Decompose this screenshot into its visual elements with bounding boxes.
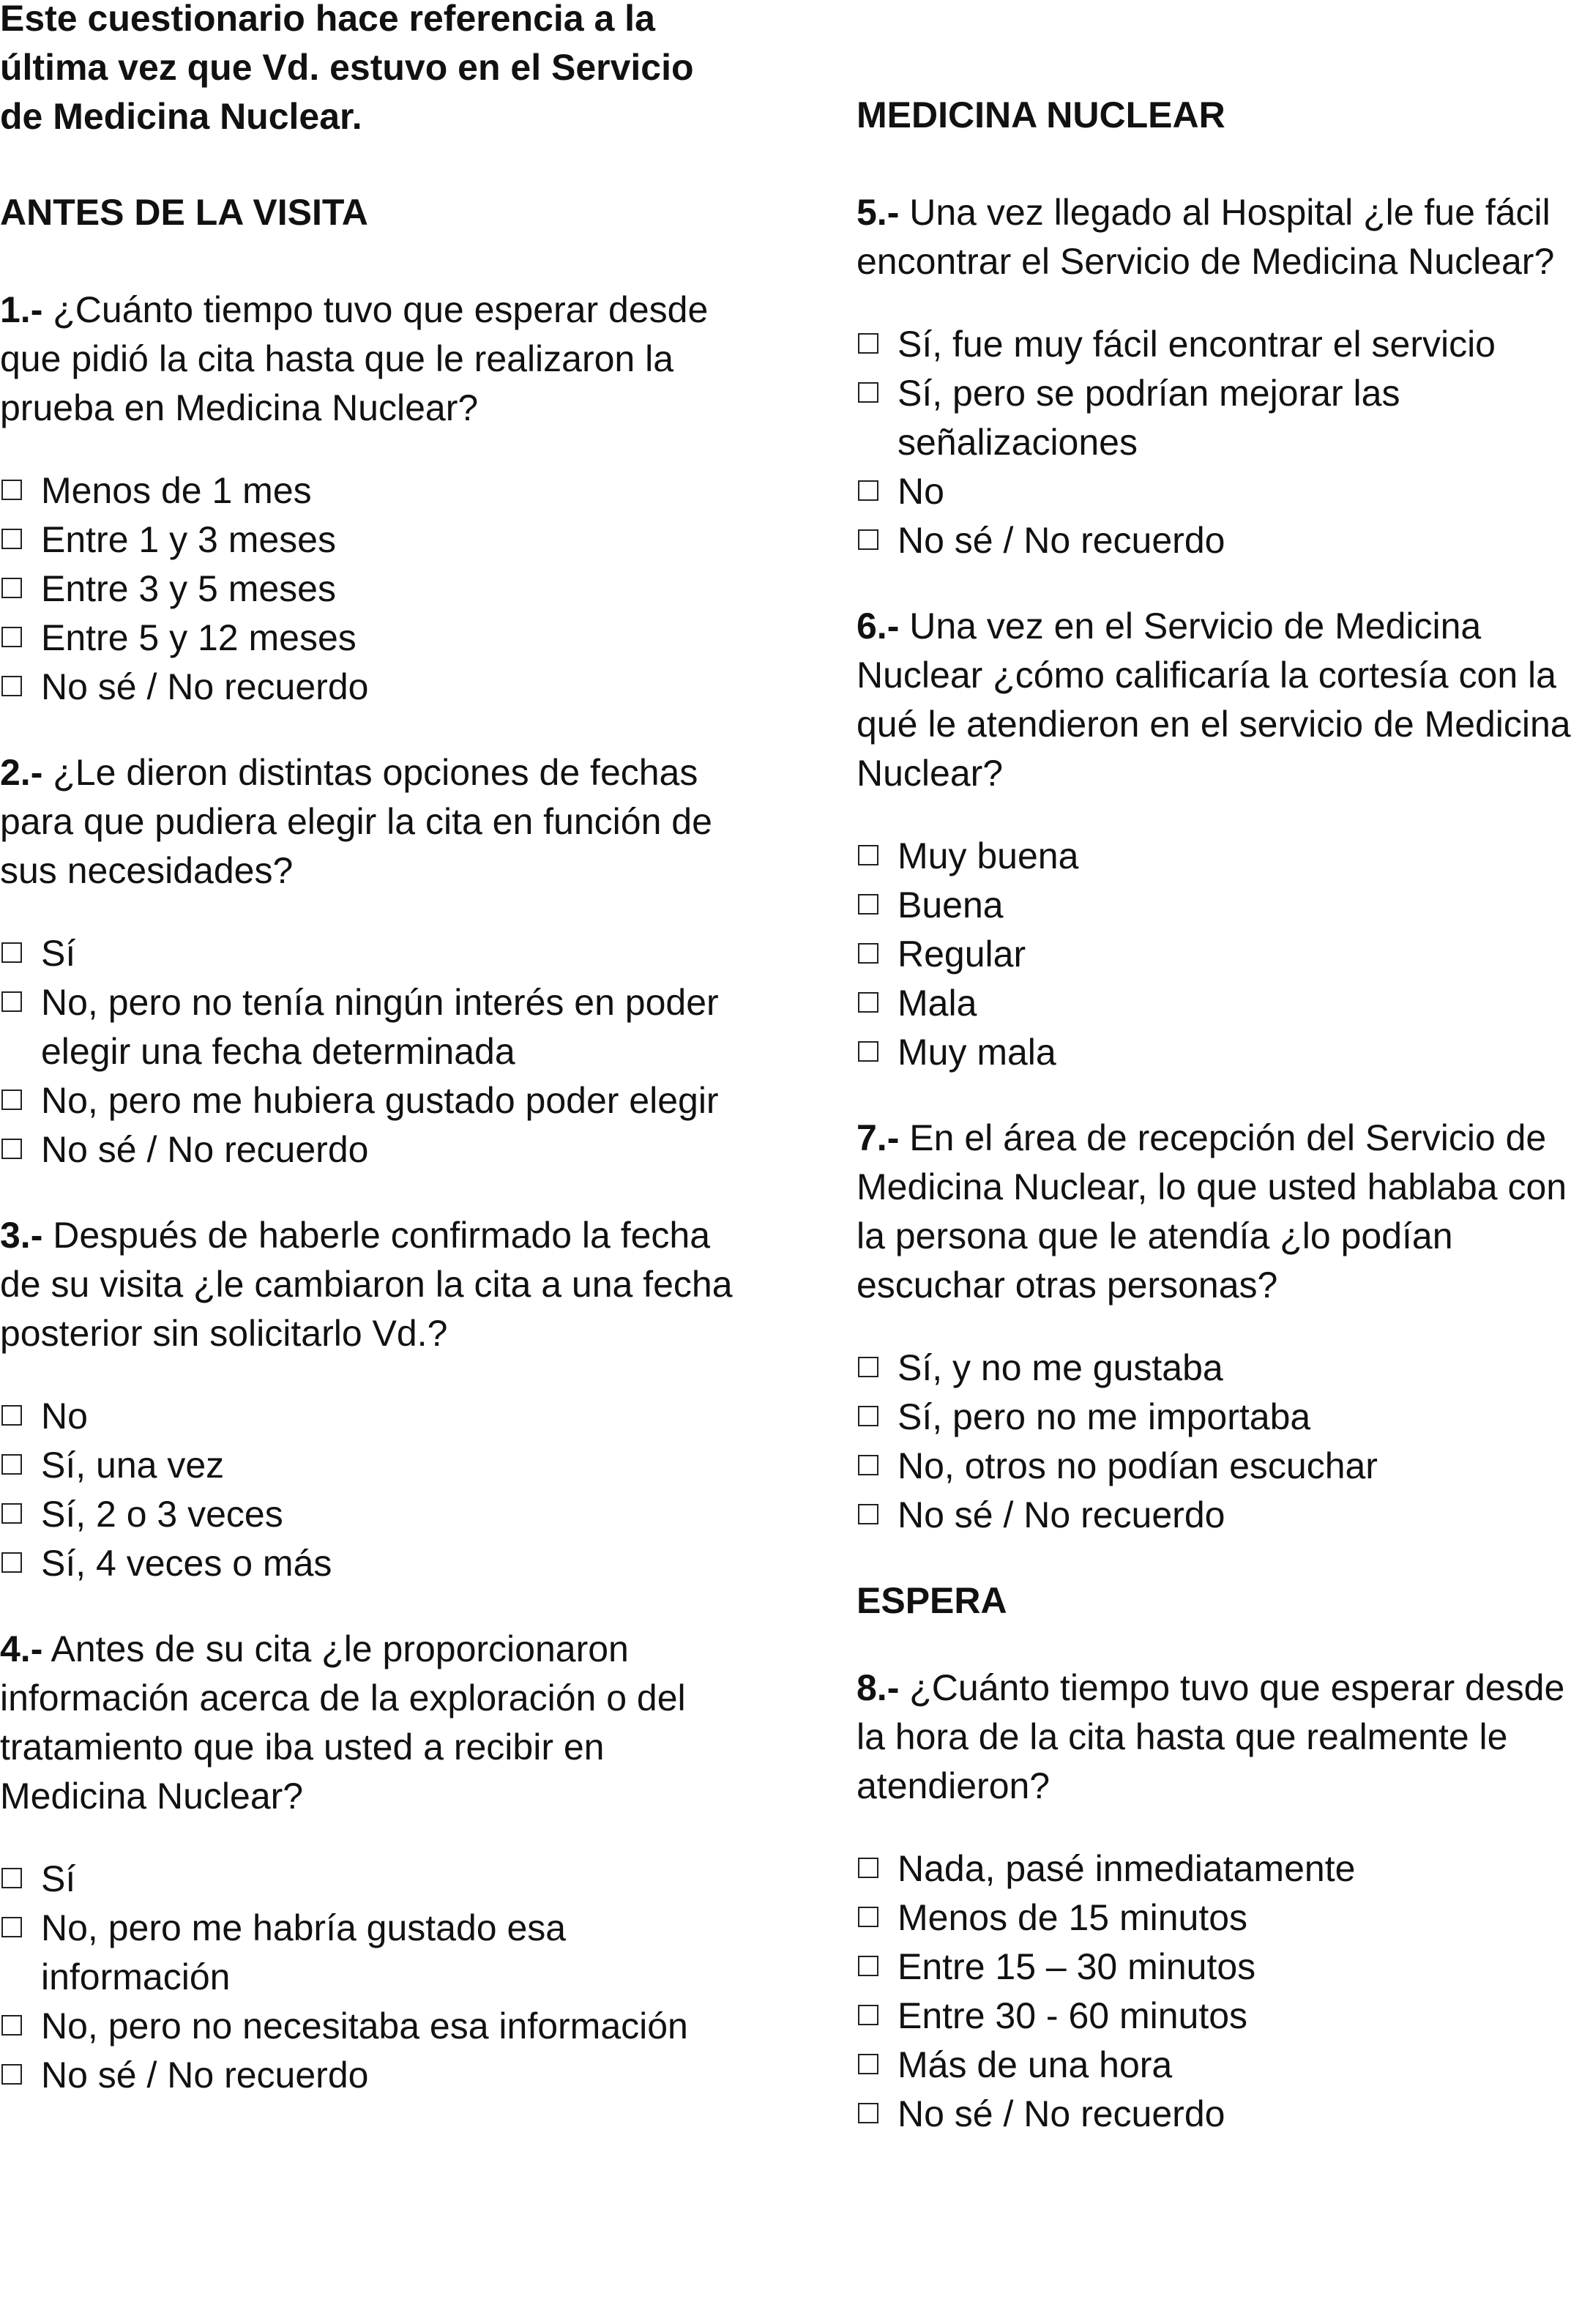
question-number: 3.- (0, 1215, 43, 1256)
question-8 (857, 1664, 1571, 2139)
option-label: No sé / No recuerdo (41, 666, 369, 707)
option-label: No sé / No recuerdo (41, 1129, 369, 1170)
question-number: 1.- (0, 289, 43, 330)
question-body: ¿Cuánto tiempo tuvo que esperar desde la hora de la cita hasta que realmente le atendieron? (857, 1667, 1565, 1806)
checkbox[interactable] (858, 1956, 878, 1976)
option-label: Sí, fue muy fácil encontrar el servicio (898, 324, 1496, 365)
question-number: 2.- (0, 752, 43, 793)
option[interactable] (0, 466, 739, 515)
option[interactable] (857, 2041, 1571, 2090)
option[interactable] (0, 614, 739, 663)
question-1-options (0, 466, 739, 712)
option[interactable] (0, 1076, 739, 1125)
checkbox[interactable] (1, 991, 22, 1012)
option-label: No, pero me hubiera gustado poder elegir (41, 1080, 719, 1121)
question-number: 5.- (857, 192, 900, 233)
checkbox[interactable] (1, 1139, 22, 1159)
question-2-text (0, 748, 739, 895)
checkbox[interactable] (858, 2103, 878, 2123)
checkbox[interactable] (858, 992, 878, 1013)
option[interactable] (857, 1943, 1571, 1992)
question-body: Antes de su cita ¿le proporcionaron información acerca de la exploración o del tratamiento que iba usted a recibir en Medicina Nuclear? (0, 1628, 686, 1817)
question-body: Una vez llegado al Hospital ¿le fue fácil encontrar el Servicio de Medicina Nuclear? (857, 192, 1555, 282)
option[interactable] (0, 663, 739, 712)
option-label: No, pero no tenía ningún interés en poder elegir una fecha determinada (41, 982, 719, 1072)
question-8-options (857, 1844, 1571, 2139)
option-label: Menos de 1 mes (41, 470, 312, 511)
checkbox[interactable] (1, 2064, 22, 2085)
checkbox[interactable] (1, 529, 22, 549)
question-5-options (857, 320, 1571, 565)
option-label: No, pero no necesitaba esa información (41, 2005, 688, 2046)
option[interactable] (857, 467, 1571, 516)
option-label: Sí, 2 o 3 veces (41, 1494, 283, 1535)
option-label: Muy buena (898, 835, 1079, 876)
option[interactable] (0, 978, 739, 1076)
section-espera: ESPERA (857, 1580, 1007, 1621)
option-label: Sí, pero se podrían mejorar las señalizaciones (898, 373, 1400, 463)
option-label: Menos de 15 minutos (898, 1897, 1248, 1938)
question-number: 7.- (857, 1117, 900, 1158)
question-4-options (0, 1855, 739, 2100)
option[interactable] (0, 515, 739, 565)
checkbox[interactable] (858, 529, 878, 550)
option[interactable] (0, 1539, 739, 1588)
checkbox[interactable] (1, 942, 22, 963)
option-label: Buena (898, 884, 1004, 925)
checkbox[interactable] (858, 2054, 878, 2074)
checkbox[interactable] (1, 1503, 22, 1524)
question-2 (0, 748, 739, 1174)
option[interactable] (857, 1393, 1571, 1442)
option[interactable] (0, 1125, 739, 1174)
checkbox[interactable] (1, 627, 22, 647)
question-3-options (0, 1392, 739, 1588)
question-body: ¿Le dieron distintas opciones de fechas para que pudiera elegir la cita en función de sus necesidades? (0, 752, 712, 891)
question-5-text (857, 188, 1571, 286)
checkbox[interactable] (1, 1454, 22, 1475)
option[interactable] (857, 832, 1571, 881)
option-label: Entre 5 y 12 meses (41, 617, 357, 658)
question-4 (0, 1625, 739, 2100)
option-label: No, otros no podían escuchar (898, 1445, 1378, 1486)
option[interactable] (0, 2002, 739, 2051)
option[interactable] (857, 1992, 1571, 2041)
question-number: 6.- (857, 606, 900, 647)
option-label: Mala (898, 983, 977, 1024)
section-antes-de-la-visita: ANTES DE LA VISITA (0, 192, 368, 233)
checkbox[interactable] (858, 382, 878, 403)
checkbox[interactable] (858, 1406, 878, 1426)
option-label: No, pero me habría gustado esa información (41, 1907, 567, 1997)
question-1 (0, 286, 739, 712)
option[interactable] (857, 930, 1571, 979)
question-6-text (857, 602, 1571, 798)
option[interactable] (0, 1855, 739, 1904)
option-label: Entre 15 – 30 minutos (898, 1946, 1256, 1987)
checkbox[interactable] (1, 578, 22, 598)
option[interactable] (0, 565, 739, 614)
option[interactable] (857, 1893, 1571, 1943)
option-label: Sí (41, 1858, 76, 1899)
question-7-text (857, 1114, 1571, 1310)
option-label: Sí, 4 veces o más (41, 1543, 332, 1584)
checkbox[interactable] (858, 1455, 878, 1475)
option[interactable] (0, 1392, 739, 1441)
option[interactable] (857, 369, 1571, 467)
question-3 (0, 1211, 739, 1588)
option-label: Sí, una vez (41, 1445, 225, 1486)
option-label: Muy mala (898, 1032, 1056, 1073)
checkbox[interactable] (858, 1041, 878, 1062)
checkbox[interactable] (858, 1858, 878, 1878)
option[interactable] (857, 2090, 1571, 2139)
question-7-options (857, 1344, 1571, 1540)
option[interactable] (0, 2051, 739, 2100)
question-4-text (0, 1625, 739, 1821)
option-label: No (898, 471, 944, 512)
option[interactable] (0, 1490, 739, 1539)
section-medicina-nuclear: MEDICINA NUCLEAR (857, 94, 1225, 135)
option[interactable] (857, 516, 1571, 565)
checkbox[interactable] (1, 480, 22, 500)
option-label: Más de una hora (898, 2044, 1173, 2085)
checkbox[interactable] (858, 845, 878, 865)
left-column (0, 0, 739, 2100)
option[interactable] (857, 881, 1571, 930)
question-2-options (0, 929, 739, 1174)
checkbox[interactable] (858, 2005, 878, 2025)
checkbox[interactable] (1, 1917, 22, 1937)
option[interactable] (0, 1441, 739, 1490)
option-label: No sé / No recuerdo (41, 2055, 369, 2096)
question-1-text (0, 286, 739, 433)
option-label: Entre 1 y 3 meses (41, 519, 336, 560)
checkbox[interactable] (858, 943, 878, 964)
checkbox[interactable] (858, 480, 878, 501)
question-6-options (857, 832, 1571, 1077)
option[interactable] (857, 1491, 1571, 1540)
option[interactable] (857, 1844, 1571, 1893)
checkbox[interactable] (1, 676, 22, 696)
option-label: Sí, pero no me importaba (898, 1396, 1311, 1437)
question-number: 4.- (0, 1628, 43, 1669)
option-label: Entre 30 - 60 minutos (898, 1995, 1248, 2036)
checkbox[interactable] (858, 1504, 878, 1524)
question-5 (857, 188, 1571, 565)
checkbox[interactable] (1, 1552, 22, 1573)
option[interactable] (857, 1442, 1571, 1491)
checkbox[interactable] (1, 1090, 22, 1110)
checkbox[interactable] (858, 333, 878, 354)
question-8-text (857, 1664, 1571, 1811)
checkbox[interactable] (858, 894, 878, 915)
option[interactable] (857, 320, 1571, 369)
option-label: No (41, 1396, 88, 1437)
question-3-text (0, 1211, 739, 1358)
checkbox[interactable] (1, 2015, 22, 2036)
option-label: No sé / No recuerdo (898, 1494, 1225, 1535)
checkbox[interactable] (858, 1907, 878, 1927)
question-body: ¿Cuánto tiempo tuvo que esperar desde que pidió la cita hasta que le realizaron la prueba en Medicina Nuclear? (0, 289, 709, 428)
option-label: Nada, pasé inmediatamente (898, 1848, 1356, 1889)
right-column (857, 0, 1571, 2139)
option-label: No sé / No recuerdo (898, 2093, 1225, 2134)
option-label: Entre 3 y 5 meses (41, 568, 336, 609)
checkbox[interactable] (858, 1357, 878, 1377)
option-label: Sí (41, 933, 76, 974)
question-number: 8.- (857, 1667, 900, 1708)
question-body: En el área de recepción del Servicio de Medicina Nuclear, lo que usted hablaba con la persona que le atendía ¿lo podían escuchar otras personas? (857, 1117, 1567, 1306)
option[interactable] (0, 929, 739, 978)
option[interactable] (857, 1344, 1571, 1393)
question-6 (857, 602, 1571, 1077)
question-7 (857, 1114, 1571, 1540)
option[interactable] (0, 1904, 739, 2002)
option[interactable] (857, 979, 1571, 1028)
question-body: Una vez en el Servicio de Medicina Nuclear ¿cómo calificaría la cortesía con la qué le atendieron en el servicio de Medicina Nuclear? (857, 606, 1571, 794)
option-label: Regular (898, 934, 1026, 975)
checkbox[interactable] (1, 1868, 22, 1888)
option-label: No sé / No recuerdo (898, 520, 1225, 561)
question-body: Después de haberle confirmado la fecha de su visita ¿le cambiaron la cita a una fecha posterior sin solicitarlo Vd.? (0, 1215, 733, 1354)
checkbox[interactable] (1, 1405, 22, 1426)
option[interactable] (857, 1028, 1571, 1077)
option-label: Sí, y no me gustaba (898, 1347, 1223, 1388)
intro-text: Este cuestionario hace referencia a la última vez que Vd. estuvo en el Servicio de Medicina Nuclear. (0, 0, 694, 137)
